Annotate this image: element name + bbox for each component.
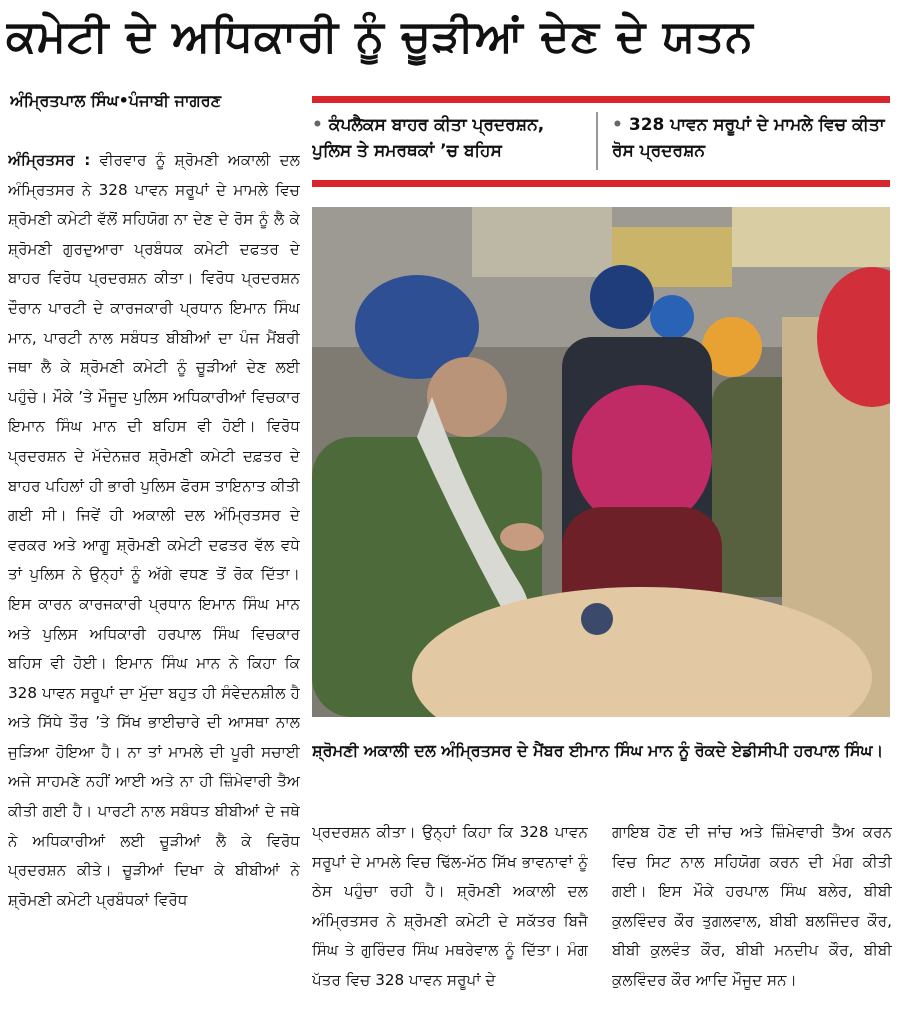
headline: ਕਮੇਟੀ ਦੇ ਅਧਿਕਾਰੀ ਨੂੰ ਚੂੜੀਆਂ ਦੇਣ ਦੇ ਯਤਨ xyxy=(6,11,754,62)
article-body-1: ਵੀਰਵਾਰ ਨੂੰ ਸ਼੍ਰੋਮਣੀ ਅਕਾਲੀ ਦਲ ਅੰਮ੍ਰਿਤਸਰ ਨੇ 328 ਪਾਵਨ ਸਰੂਪਾਂ ਦੇ ਮਾਮਲੇ ਵਿਚ ਸ਼੍ਰੋਮਣੀ ਕਮੇਟੀ ਵੱਲੋਂ ਸਹਿਯੋਗ ਨਾ ਦੇਣ ਦੇ ਰੋਸ ਨੂੰ ਲੈ ਕੇ ਸ਼੍ਰੋਮਣੀ ਗੁਰਦੁਆਰਾ ਪ੍ਰਬੰਧਕ ਕਮੇਟੀ ਦਫਤਰ ਦੇ ਬਾਹਰ ਵਿਰੋਧ ਪ੍ਰਦਰਸ਼ਨ ਕੀਤਾ। ਵਿਰੋਧ ਪ੍ਰਦਰਸ਼ਨ ਦੌਰਾਨ ਪਾਰਟੀ ਦੇ ਕਾਰਜਕਾਰੀ ਪ੍ਰਧਾਨ ਇਮਾਨ ਸਿੰਘ ਮਾਨ, ਪਾਰਟੀ ਨਾਲ ਸਬੰਧਤ ਬੀਬੀਆਂ ਦਾ ਪੰਜ ਮੈਂਬਰੀ ਜਥਾ ਲੈ ਕੇ ਸ਼੍ਰੋਮਣੀ ਕਮੇਟੀ ਨੂੰ ਚੂੜੀਆਂ ਦੇਣ ਲਈ ਪਹੁੰਚੇ। ਮੌਕੇ ’ਤੇ ਮੌਜੂਦ ਪੁਲਿਸ ਅਧਿਕਾਰੀਆਂ ਵਿਚਕਾਰ ਇਮਾਨ ਸਿੰਘ ਮਾਨ ਦੀ ਬਹਿਸ ਵੀ ਹੋਈ। ਵਿਰੋਧ ਪ੍ਰਦਰਸ਼ਨ ਦੇ ਮੱਦੇਨਜ਼ਰ ਸ਼੍ਰੋਮਣੀ ਕਮੇਟੀ ਦਫ਼ਤਰ ਦੇ ਬਾਹਰ ਪਹਿਲਾਂ ਹੀ ਭਾਰੀ ਪੁਲਿਸ ਫੋਰਸ ਤਾਇਨਾਤ ਕੀਤੀ ਗਈ ਸੀ। ਜਿਵੇਂ ਹੀ ਅਕਾਲੀ ਦਲ ਅੰਮ੍ਰਿਤਸਰ ਦੇ ਵਰਕਰ ਅਤੇ ਆਗੂ ਸ਼੍ਰੋਮਣੀ ਕਮੇਟੀ ਦਫਤਰ ਵੱਲ ਵਧੇ ਤਾਂ ਪੁਲਿਸ ਨੇ ਉਨ੍ਹਾਂ ਨੂੰ ਅੱਗੇ ਵਧਣ ਤੋਂ ਰੋਕ ਦਿੱਤਾ। ਇਸ ਕਾਰਨ ਕਾਰਜਕਾਰੀ ਪ੍ਰਧਾਨ ਇਮਾਨ ਸਿੰਘ ਮਾਨ ਅਤੇ ਪੁਲਿਸ ਅਧਿਕਾਰੀ ਹਰਪਾਲ ਸਿੰਘ ਵਿਚਕਾਰ ਬਹਿਸ ਵੀ ਹੋਈ। ਇਮਾਨ ਸਿੰਘ ਮਾਨ ਨੇ ਕਿਹਾ ਕਿ 328 ਪਾਵਨ ਸਰੂਪਾਂ ਦਾ ਮੁੱਦਾ ਬਹੁਤ ਹੀ ਸੰਵੇਦਨਸ਼ੀਲ ਹੈ ਅਤੇ ਸਿੱਧੇ ਤੌਰ ’ਤੇ ਸਿੱਖ ਭਾਈਚਾਰੇ ਦੀ ਆਸਥਾ ਨਾਲ ਜੁੜਿਆ ਹੋਇਆ ਹੈ। ਨਾ ਤਾਂ ਮਾਮਲੇ ਦੀ ਪੂਰੀ ਸਚਾਈ ਅਜੇ ਸਾਹਮਣੇ ਨਹੀਂ ਆਈ ਅਤੇ ਨਾ ਹੀ ਜ਼ਿੰਮੇਵਾਰੀ ਤੈਅ ਕੀਤੀ ਗਈ ਹੈ। ਪਾਰਟੀ ਨਾਲ ਸਬੰਧਤ ਬੀਬੀਆਂ ਦੇ ਜਥੇ ਨੇ ਅਧਿਕਾਰੀਆਂ ਲਈ ਚੂੜੀਆਂ ਲੈ ਕੇ ਵਿਰੋਧ ਪ੍ਰਦਰਸ਼ਨ ਕੀਤੇ। ਚੂੜੀਆਂ ਦਿਖਾ ਕੇ ਬੀਬੀਆਂ ਨੇ ਸ਼੍ਰੋਮਣੀ ਕਮੇਟੀ ਪ੍ਰਬੰਧਕਾਂ ਵਿਰੋਧ xyxy=(8,151,300,909)
photo-shop-front xyxy=(732,207,890,267)
photo-hand xyxy=(500,523,544,551)
news-photo xyxy=(312,207,890,717)
photo-navy-turban xyxy=(590,265,654,329)
highlight-text: 328 ਪਾਵਨ ਸਰੂਪਾਂ ਦੇ ਮਾਮਲੇ ਵਿਚ ਕੀਤਾ ਰੋਸ ਪ੍ਰਦਰਸ਼ਨ xyxy=(612,115,885,161)
photo-blue-turban xyxy=(650,295,694,339)
article-body-3: ਗਾਇਬ ਹੋਣ ਦੀ ਜਾਂਚ ਅਤੇ ਜ਼ਿੰਮੇਵਾਰੀ ਤੈਅ ਕਰਨ ਵਿਚ ਸਿਟ ਨਾਲ ਸਹਿਯੋਗ ਕਰਨ ਦੀ ਮੰਗ ਕੀਤੀ ਗਈ। ਇਸ ਮੌਕੇ ਹਰਪਾਲ ਸਿੰਘ ਬਲੇਰ, ਬੀਬੀ ਕੁਲਵਿੰਦਰ ਕੌਰ ਤੁਗਲਵਾਲ, ਬੀਬੀ ਬਲਜਿੰਦਰ ਕੌਰ, ਬੀਬੀ ਕੁਲਵੰਤ ਕੌਰ, ਬੀਬੀ ਮਨਦੀਪ ਕੌਰ, ਬੀਬੀ ਕੁਲਵਿੰਦਰ ਕੌਰ ਆਦਿ ਮੌਜੂਦ ਸਨ। xyxy=(612,823,892,989)
byline: ਅੰਮ੍ਰਿਤਪਾਲ ਸਿੰਘ•ਪੰਜਾਬੀ ਜਾਗਰਣ xyxy=(10,91,222,110)
highlight-item xyxy=(312,112,586,174)
protest-photo-illustration xyxy=(312,207,890,717)
article-column-3 xyxy=(612,818,892,1022)
highlight-item xyxy=(612,112,888,174)
article-body-2: ਪ੍ਰਦਰਸ਼ਨ ਕੀਤਾ। ਉਨ੍ਹਾਂ ਕਿਹਾ ਕਿ 328 ਪਾਵਨ ਸਰੂਪਾਂ ਦੇ ਮਾਮਲੇ ਵਿਚ ਢਿੱਲ-ਮੱਠ ਸਿੱਖ ਭਾਵਨਾਵਾਂ ਨੂੰ ਠੇਸ ਪਹੁੰਚਾ ਰਹੀ ਹੈ। ਸ਼੍ਰੋਮਣੀ ਅਕਾਲੀ ਦਲ ਅੰਮ੍ਰਿਤਸਰ ਨੇ ਸ਼੍ਰੋਮਣੀ ਕਮੇਟੀ ਦੇ ਸਕੱਤਰ ਬਿਜੈ ਸਿੰਘ ਤੇ ਗੁਰਿੰਦਰ ਸਿੰਘ ਮਥਰੇਵਾਲ ਨੂੰ ਦਿੱਤਾ। ਮੰਗ ਪੱਤਰ ਵਿਚ 328 ਪਾਵਨ ਸਰੂਪਾਂ ਦੇ xyxy=(312,823,588,989)
highlight-divider xyxy=(596,112,598,170)
highlight-top-rule xyxy=(312,96,890,103)
photo-building-facade xyxy=(472,207,612,277)
article-dateline: ਅੰਮ੍ਰਿਤਸਰ : xyxy=(8,151,91,169)
highlight-text: ਕੰਪਲੈਕਸ ਬਾਹਰ ਕੀਤਾ ਪ੍ਰਦਰਸ਼ਨ, ਪੁਲਿਸ ਤੇ ਸਮਰਥਕਾਂ ’ਚ ਬਹਿਸ xyxy=(312,115,545,161)
article-column-1 xyxy=(8,146,300,1022)
highlight-bullet: • xyxy=(612,115,623,135)
highlight-bullet: • xyxy=(312,115,323,135)
photo-caption: ਸ਼੍ਰੋਮਣੀ ਅਕਾਲੀ ਦਲ ਅੰਮ੍ਰਿਤਸਰ ਦੇ ਮੈਂਬਰ ਈਮਾਨ ਸਿੰਘ ਮਾਨ ਨੂੰ ਰੋਕਦੇ ਏਡੀਸੀਪੀ ਹਰਪਾਲ ਸਿੰਘ। xyxy=(312,741,884,760)
photo-police-badge xyxy=(581,603,613,635)
highlight-bottom-rule xyxy=(312,180,890,187)
article-column-2 xyxy=(312,818,588,1022)
